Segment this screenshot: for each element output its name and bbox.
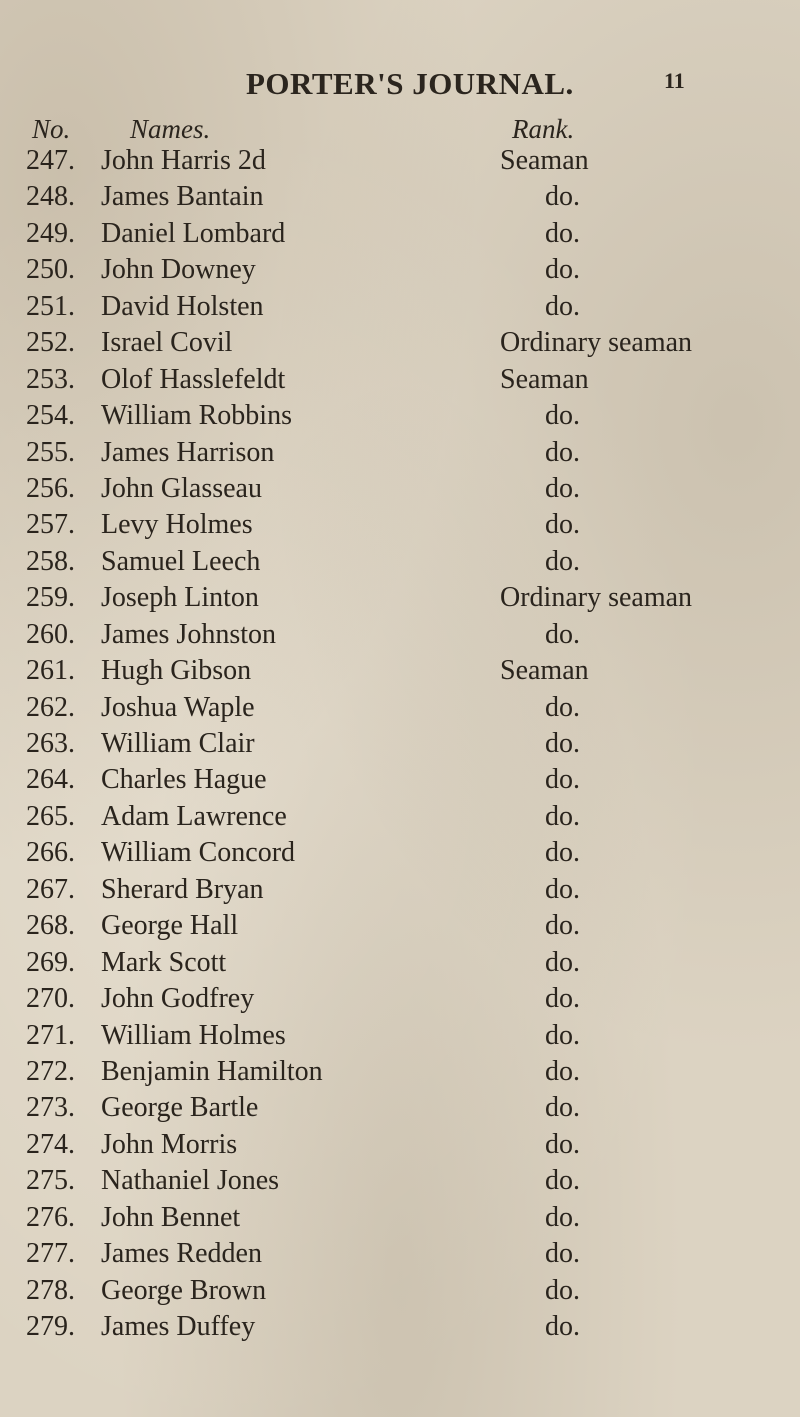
table-row — [0, 507, 800, 543]
entry-rank: Seaman — [500, 145, 589, 176]
entry-name: Benjamin Hamilton — [101, 1055, 323, 1087]
entry-number: 251. — [26, 290, 75, 322]
table-row — [0, 1309, 800, 1345]
table-row — [0, 690, 800, 726]
entry-number: 250. — [26, 254, 75, 286]
entry-rank: do. — [545, 181, 580, 213]
entry-number: 262. — [26, 691, 75, 723]
entry-rank: do. — [545, 764, 580, 796]
table-row — [0, 471, 800, 507]
table-row — [0, 1163, 800, 1199]
table-row — [0, 289, 800, 325]
entry-rank: do. — [545, 1165, 580, 1197]
table-row — [0, 580, 800, 616]
page-number: 11 — [664, 68, 685, 93]
entry-number: 270. — [26, 983, 75, 1015]
table-row — [0, 179, 800, 215]
entry-rank: do. — [545, 837, 580, 869]
entry-name: Hugh Gibson — [101, 655, 252, 687]
entry-number: 266. — [26, 837, 75, 869]
entry-number: 254. — [26, 400, 75, 432]
table-row — [0, 981, 800, 1017]
table-row — [0, 1273, 800, 1309]
table-row — [0, 362, 800, 398]
entry-name: James Johnston — [101, 618, 276, 650]
entry-name: George Bartle — [101, 1092, 259, 1124]
table-row — [0, 1090, 800, 1126]
entry-number: 268. — [26, 910, 75, 942]
entry-name: Sherard Bryan — [101, 873, 264, 905]
table-row — [0, 762, 800, 798]
entry-rank: do. — [545, 618, 580, 650]
table-row — [0, 653, 800, 689]
column-header-no: No. — [32, 114, 71, 144]
table-row — [0, 143, 800, 179]
table-row — [0, 1236, 800, 1272]
entry-number: 273. — [26, 1092, 75, 1124]
entry-rank: do. — [545, 910, 580, 942]
entry-rank: do. — [545, 1092, 580, 1124]
entry-number: 255. — [26, 436, 75, 468]
entry-number: 274. — [26, 1128, 75, 1160]
entry-name: John Harris 2d — [101, 145, 266, 176]
entry-name: William Concord — [101, 837, 296, 869]
entry-rank: do. — [545, 472, 580, 504]
entry-name: John Downey — [101, 254, 256, 286]
entry-name: William Clair — [101, 728, 255, 759]
entry-number: 252. — [26, 327, 75, 359]
entry-number: 249. — [26, 217, 75, 249]
entry-number: 269. — [26, 946, 75, 978]
entry-number: 260. — [26, 618, 75, 650]
entry-name: James Redden — [101, 1238, 262, 1270]
table-row — [0, 1127, 800, 1163]
entry-name: Joseph Linton — [101, 582, 259, 614]
entry-rank: do. — [545, 946, 580, 978]
entry-rank: do. — [545, 1238, 580, 1270]
entry-number: 267. — [26, 873, 75, 905]
running-head — [0, 66, 800, 106]
table-row — [0, 1200, 800, 1236]
entry-name: John Bennet — [101, 1201, 241, 1233]
entry-number: 278. — [26, 1274, 75, 1306]
entry-number: 259. — [26, 582, 75, 614]
entry-rank: do. — [545, 436, 580, 468]
entry-rank: do. — [545, 983, 580, 1015]
table-row — [0, 216, 800, 252]
entry-name: George Hall — [101, 910, 239, 942]
entry-number: 272. — [26, 1055, 75, 1087]
entry-name: Olof Hasslefeldt — [101, 363, 286, 395]
table-row — [0, 908, 800, 944]
column-header-names: Names. — [130, 114, 211, 144]
entry-name: Joshua Waple — [101, 691, 255, 723]
entry-rank: Ordinary seaman — [500, 582, 693, 614]
entry-number: 256. — [26, 472, 75, 504]
table-row — [0, 617, 800, 653]
table-row — [0, 1018, 800, 1054]
entry-number: 271. — [26, 1019, 75, 1051]
entry-number: 276. — [26, 1201, 75, 1233]
entry-rank: do. — [545, 290, 580, 322]
entry-name: William Holmes — [101, 1019, 286, 1051]
table-row — [0, 945, 800, 981]
entry-number: 264. — [26, 764, 75, 796]
entry-name: Mark Scott — [101, 946, 227, 978]
entry-name: Samuel Leech — [101, 545, 261, 577]
entry-name: John Glasseau — [101, 472, 262, 504]
table-row — [0, 325, 800, 361]
entry-rank: do. — [545, 691, 580, 723]
table-row — [0, 252, 800, 288]
entry-number: 279. — [26, 1311, 75, 1342]
table-row — [0, 799, 800, 835]
table-row — [0, 872, 800, 908]
entry-rank: do. — [545, 1055, 580, 1087]
entry-number: 265. — [26, 800, 75, 832]
entry-number: 258. — [26, 545, 75, 577]
entry-name: Nathaniel Jones — [101, 1165, 280, 1197]
entry-rank: do. — [545, 1019, 580, 1051]
entry-rank: do. — [545, 1128, 580, 1160]
entry-rank: do. — [545, 1311, 580, 1342]
table-row — [0, 435, 800, 471]
entry-rank: Seaman — [500, 363, 589, 395]
entry-name: Israel Covil — [101, 327, 233, 359]
table-row — [0, 726, 800, 762]
page-title: PORTER'S JOURNAL. — [246, 66, 574, 101]
entry-rank: do. — [545, 254, 580, 286]
entry-name: George Brown — [101, 1274, 267, 1306]
entry-rank: do. — [545, 217, 580, 249]
entry-number: 257. — [26, 509, 75, 541]
entry-number: 263. — [26, 728, 75, 759]
entry-name: William Robbins — [101, 400, 292, 432]
entry-name: Charles Hague — [101, 764, 267, 796]
entry-name: James Harrison — [101, 436, 275, 468]
crew-list — [0, 143, 800, 1345]
entry-number: 253. — [26, 363, 75, 395]
entry-rank: do. — [545, 545, 580, 577]
entry-rank: do. — [545, 873, 580, 905]
entry-name: Levy Holmes — [101, 509, 253, 541]
entry-rank: Ordinary seaman — [500, 327, 693, 359]
entry-number: 275. — [26, 1165, 75, 1197]
entry-name: Adam Lawrence — [101, 800, 287, 832]
entry-rank: do. — [545, 400, 580, 432]
entry-number: 248. — [26, 181, 75, 213]
entry-rank: do. — [545, 728, 580, 759]
entry-rank: do. — [545, 800, 580, 832]
entry-name: Daniel Lombard — [101, 217, 286, 249]
column-header-rank: Rank. — [512, 114, 575, 144]
entry-name: John Morris — [101, 1128, 238, 1160]
table-row — [0, 398, 800, 434]
entry-rank: do. — [545, 1274, 580, 1306]
entry-name: James Bantain — [101, 181, 264, 213]
table-row — [0, 835, 800, 871]
table-row — [0, 1054, 800, 1090]
entry-name: James Duffey — [101, 1311, 256, 1342]
entry-rank: do. — [545, 509, 580, 541]
entry-name: John Godfrey — [101, 983, 255, 1015]
entry-rank: Seaman — [500, 655, 589, 687]
entry-number: 277. — [26, 1238, 75, 1270]
entry-rank: do. — [545, 1201, 580, 1233]
entry-name: David Holsten — [101, 290, 264, 322]
table-row — [0, 544, 800, 580]
entry-number: 247. — [26, 145, 75, 176]
entry-number: 261. — [26, 655, 75, 687]
